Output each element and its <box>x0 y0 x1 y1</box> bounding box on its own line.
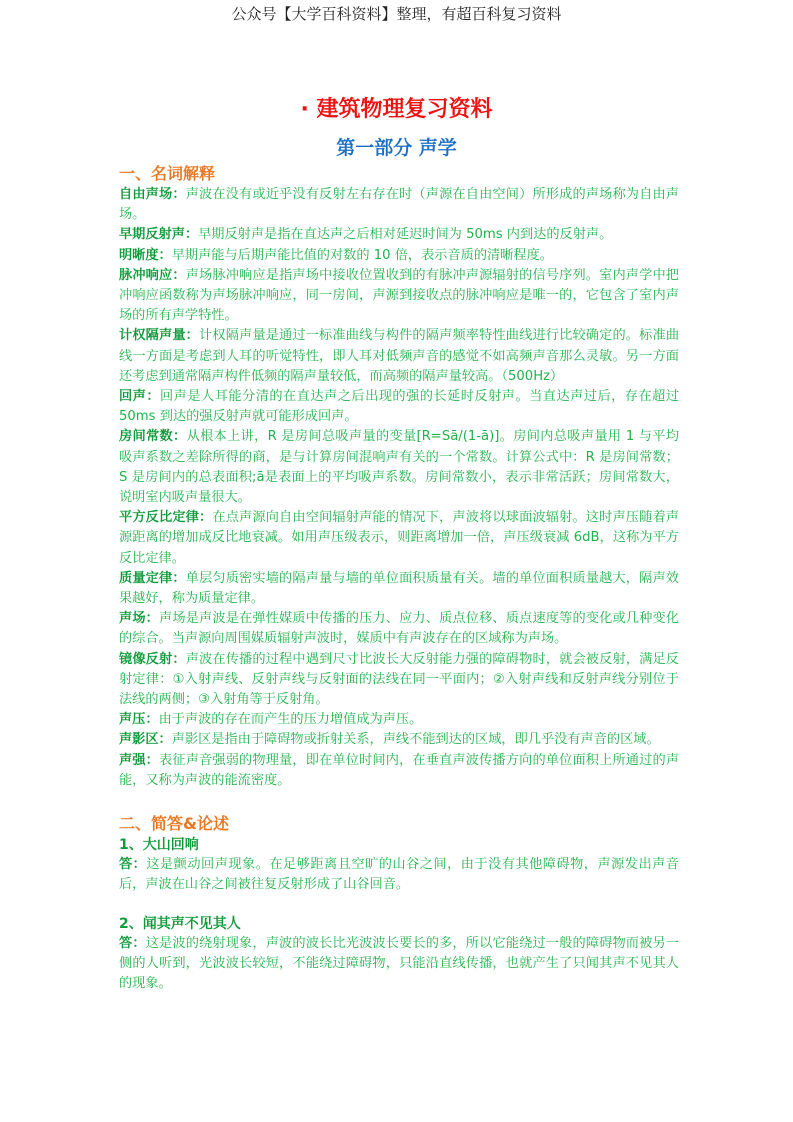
answer-paragraph <box>119 934 679 995</box>
definition-term: 平方反比定律： <box>119 510 213 526</box>
definition-entry <box>119 650 679 711</box>
definition-entry <box>119 326 679 387</box>
question-title: 2、闻其声不见其人 <box>119 915 241 932</box>
section-heading-short-answer: 二、简答&论述 <box>119 814 229 834</box>
definition-term: 镜像反射： <box>119 651 186 667</box>
definition-text: 声波在传播的过程中遇到尺寸比波长大反射能力强的障碍物时，就会被反射，满足反射定律：①入射声线、反射声线与反射面的法线在同一平面内；②入射声线和反射声线分别位于法线的两侧；③入射角等于反射角。 <box>119 651 679 708</box>
definition-term: 房间常数： <box>119 429 187 445</box>
definition-entry <box>119 246 679 266</box>
definition-text: 由于声波的存在而产生的压力增值成为声压。 <box>158 712 423 728</box>
definition-text: 从根本上讲，R 是房间总吸声量的变量[R=Sā/(1-ā)]。房间内总吸声量用 1 与平均吸声系数之差除所得的商，是与计算房间混响声有关的一个常数。计算公式中：R 是房间常数；S 是房间内的总表面积;ā是表面上的平均吸声系数。房间常数小，表示非常活跃；房间常数大，说明室内吸声量很大。 <box>119 429 680 506</box>
definition-entry <box>119 730 679 750</box>
definition-term: 回声： <box>119 389 161 405</box>
section-heading-definitions: 一、名词解释 <box>119 164 216 183</box>
definition-text: 早期声能与后期声能比值的对数的 10 倍，表示音质的清晰程度。 <box>171 247 553 263</box>
definition-text: 在点声源向自由空间辐射声能的情况下，声波将以球面波辐射。这时声压随着声源距离的增加成反比地衰减。如用声压级表示，则距离增加一倍，声压级衰减 6dB，这称为平方反比定律。 <box>119 510 679 566</box>
answer-text: 这是波的绕射现象，声波的波长比光波波长要长的多，所以它能绕过一般的障碍物而被另一侧的人听到，光波波长较短，不能绕过障碍物，只能沿直线传播，也就产生了只闻其声不见其人的现象。 <box>119 935 680 991</box>
definition-entry <box>119 266 679 327</box>
definition-term: 声场： <box>119 611 160 627</box>
definition-text: 声场是声波是在弹性媒质中传播的压力、应力、质点位移、质点速度等的变化或几种变化的综合。当声源向周围媒质辐射声波时，媒质中有声波存在的区域称为声场。 <box>119 611 680 647</box>
definition-entry <box>119 569 679 609</box>
definition-text: 表征声音强弱的物理量，即在单位时间内，在垂直声波传播方向的单位面积上所通过的声能，又称为声波的能流密度。 <box>119 752 680 788</box>
definition-term: 脉冲响应： <box>119 267 186 283</box>
definition-text: 声场脉冲响应是指声场中接收位置收到的有脉冲声源辐射的信号序列。室内声学中把冲响应函数称为声场脉冲响应，同一房间，声源到接收点的脉冲响应是唯一的，它包含了室内声场的所有声学特性。 <box>119 267 679 324</box>
definition-text: 声波在没有或近乎没有反射左右存在时（声源在自由空间）所形成的声场称为自由声场。 <box>119 187 679 223</box>
definition-term: 声影区： <box>119 732 172 748</box>
answer-text: 这是颤动回声现象。在足够距离且空旷的山谷之间，由于没有其他障碍物，声源发出声音后，声波在山谷之间被往复反射形成了山谷回音。 <box>119 857 679 893</box>
answer-paragraph <box>119 855 679 895</box>
definition-term: 早期反射声： <box>119 227 199 243</box>
definition-text: 声影区是指由于障碍物或折射关系，声线不能到达的区域，即几乎没有声音的区域。 <box>171 732 660 748</box>
spacer <box>119 896 679 914</box>
definition-text: 回声是人耳能分清的在直达声之后出现的强的长延时反射声。当直达声过后，存在超过 50ms 到达的强反射声就可能形成回声。 <box>119 389 680 425</box>
definition-entry <box>119 427 679 508</box>
definition-term: 计权隔声量： <box>119 328 200 344</box>
answer-label: 答： <box>119 935 146 951</box>
definition-term: 自由声场： <box>119 187 186 202</box>
definition-term: 明晰度： <box>119 247 172 263</box>
definition-text: 计权隔声量是通过一标准曲线与构件的隔声频率特性曲线进行比较确定的。标准曲线一方面是考虑到人耳的听觉特性，即人耳对低频声音的感觉不如高频声音那么灵敏。另一方面还考虑到通常隔声构件低频的隔声量较低，而高频的隔声量较高。（500Hz） <box>119 328 680 384</box>
definition-term: 质量定律： <box>119 570 186 586</box>
definition-text: 早期反射声是指在直达声之后相对延迟时间为 50ms 内到达的反射声。 <box>198 227 613 243</box>
definition-entry <box>119 387 679 427</box>
document-body <box>119 163 679 994</box>
definition-entry <box>119 225 679 245</box>
header-note: 公众号【大学百科资料】整理，有超百科复习资料 <box>231 5 562 23</box>
definition-entry <box>119 710 679 730</box>
definition-entry <box>119 185 679 225</box>
definition-entry <box>119 508 679 569</box>
document-title: · 建筑物理复习资料 <box>300 97 493 122</box>
definition-entry <box>119 751 679 791</box>
definition-text: 单层匀质密实墙的隔声量与墙的单位面积质量有关。墙的单位面积质量越大，隔声效果越好，称为质量定律。 <box>119 570 679 607</box>
definition-term: 声压： <box>119 712 159 728</box>
answer-label: 答： <box>119 857 147 873</box>
part-title: 第一部分 声学 <box>336 137 457 159</box>
question-title: 1、大山回响 <box>119 837 199 854</box>
spacer <box>119 791 679 813</box>
definition-entry <box>119 609 679 649</box>
definition-term: 声强： <box>119 752 160 768</box>
